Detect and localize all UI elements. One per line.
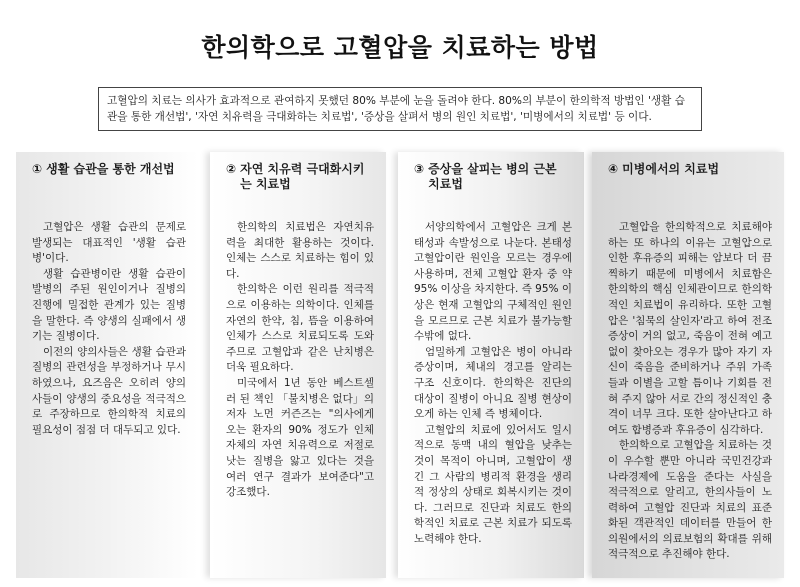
paragraph: 한의학은 이런 원리를 적극적으로 이용하는 의학이다. 인체를 자연의 한약, 침, 뜸을 이용하여 인체가 스스로 치료되도록 도와주므로 고혈압과 같은 난치병은 더욱 필요하다. <box>226 283 374 374</box>
paragraph: 서양의학에서 고혈압은 크게 본태성과 속발성으로 나눈다. 본태성 고혈압이란 원인을 모르는 경우에 사용하며, 전체 고혈압 환자 중 약 95% 이상을 차지한다. 즉 95% 이상은 현재 고혈압의 구체적인 원인을 모르므로 근본 치료가 불가능할 수밖에 없다. <box>414 221 572 343</box>
paragraph: 엄밀하게 고혈압은 병이 아니라 증상이며, 체내의 경고를 알리는 구조 신호이다. 한의학은 진단의 대상이 질병이 아니요 질병 현상이 오게 하는 인체 즉 병체이다. <box>414 345 572 421</box>
panel-heading <box>414 152 572 202</box>
panel-lifestyle <box>16 152 198 578</box>
paragraph: 한의학의 치료법은 자연치유력을 최대한 활용하는 것이다. 인체는 스스로 치료하는 힘이 있다. <box>226 221 374 280</box>
panel-heading <box>226 152 374 202</box>
panel-heading <box>32 152 186 202</box>
paragraph: 한의학으로 고혈압을 치료하는 것이 우수할 뿐만 아니라 국민건강과 나라경제에 도움을 준다는 사실을 적극적으로 알리고, 한의사들이 노력하여 고혈압 진단과 치료의 표준화된 객관적인 데이터를 만들어 한의원에서의 의료보험의 확대를 위해 적극적으로 추진해야 한다. <box>608 439 772 561</box>
panel-number: ④ <box>608 162 619 176</box>
panel-prevention <box>592 152 784 578</box>
panel-heading-text: 증상을 살피는 병의 근본 치료법 <box>428 162 557 191</box>
paragraph: 고혈압을 한의학적으로 치료해야 하는 또 하나의 이유는 고혈압으로 인한 후유증의 피해는 암보다 더 끔찍하기 때문에 미병에서 치료함은 한의학의 핵심 인체관이므로 한의학적인 치료법이 유리하다. 또한 고혈압은 '침묵의 살인자'라고 하여 전조 증상이 거의 없고, 죽음이 전혀 예고 없이 찾아오는 경우가 많아 자기 자신이 죽음을 준비하거나 주위 가족들과 이별을 고할 틈이나 기회를 전혀 주지 않아 서로 간의 정신적인 충격이 너무 크다. 또한 살아난다고 하여도 합병증과 후유증이 심각하다. <box>608 221 772 436</box>
panel-body <box>414 220 572 547</box>
panel-natural-healing <box>210 152 386 578</box>
paragraph: 고혈압의 치료에 있어서도 일시적으로 동맥 내의 혈압을 낮추는 것이 목적이 아니며, 고혈압이 생긴 그 사람의 병리적 환경을 생리적 정상의 상태로 회복시키는 것이다. 그러므로 진단과 치료도 한의학적인 치료로 근본 치료가 되도록 노력해야 한다. <box>414 423 572 545</box>
paragraph: 미국에서 1년 동안 베스트셀러 된 책인 「불치병은 없다」의 저자 노먼 커즌즈는 "의사에게 오는 환자의 90% 정도가 인체 자체의 자연 치유력으로 저절로 낫는 질병을 앓고 있다는 것을 여러 연구 결과가 보여준다"고 강조했다. <box>226 376 374 499</box>
paragraph: 고혈압은 생활 습관의 문제로 발생되는 대표적인 '생활 습관병'이다. <box>32 221 186 265</box>
panel-heading-text: 미병에서의 치료법 <box>622 162 720 176</box>
panels <box>16 152 784 578</box>
paragraph: 이전의 양의사들은 생활 습관과 질병의 관련성을 부정하거나 무시하였으나, 요즈음은 오히려 양의사들이 양생의 중요성을 적극적으로 주장하므로 한의학적 치료의 필요성이 점점 더 대두되고 있다. <box>32 345 186 436</box>
intro-box: 고혈압의 치료는 의사가 효과적으로 관여하지 못했던 80% 부분에 눈을 돌려야 한다. 80%의 부분이 한의학적 방법인 '생활 습관을 통한 개선법', '자연 치유력을 극대화하는 치료법', '증상을 살펴서 병의 원인 치료법', '미병에서의 치료법' 등 이다. <box>98 87 702 131</box>
panel-body <box>32 220 186 438</box>
page-title: 한의학으로 고혈압을 치료하는 방법 <box>201 33 599 62</box>
panel-body <box>608 220 772 563</box>
panel-number: ③ <box>414 162 425 176</box>
panel-heading-text: 자연 치유력 극대화시키는 치료법 <box>240 162 365 191</box>
panel-root-cause <box>398 152 584 578</box>
panel-heading-text: 생활 습관을 통한 개선법 <box>46 162 175 176</box>
paragraph: 생활 습관병이란 생활 습관이 발병의 주된 원인이거나 질병의 진행에 밀접한 관계가 있는 질병을 말한다. 즉 양생의 실패에서 생기는 질병이다. <box>32 267 186 343</box>
panel-body <box>226 220 374 501</box>
panel-number: ① <box>32 162 43 176</box>
panel-heading <box>608 152 772 202</box>
panel-number: ② <box>226 162 237 176</box>
